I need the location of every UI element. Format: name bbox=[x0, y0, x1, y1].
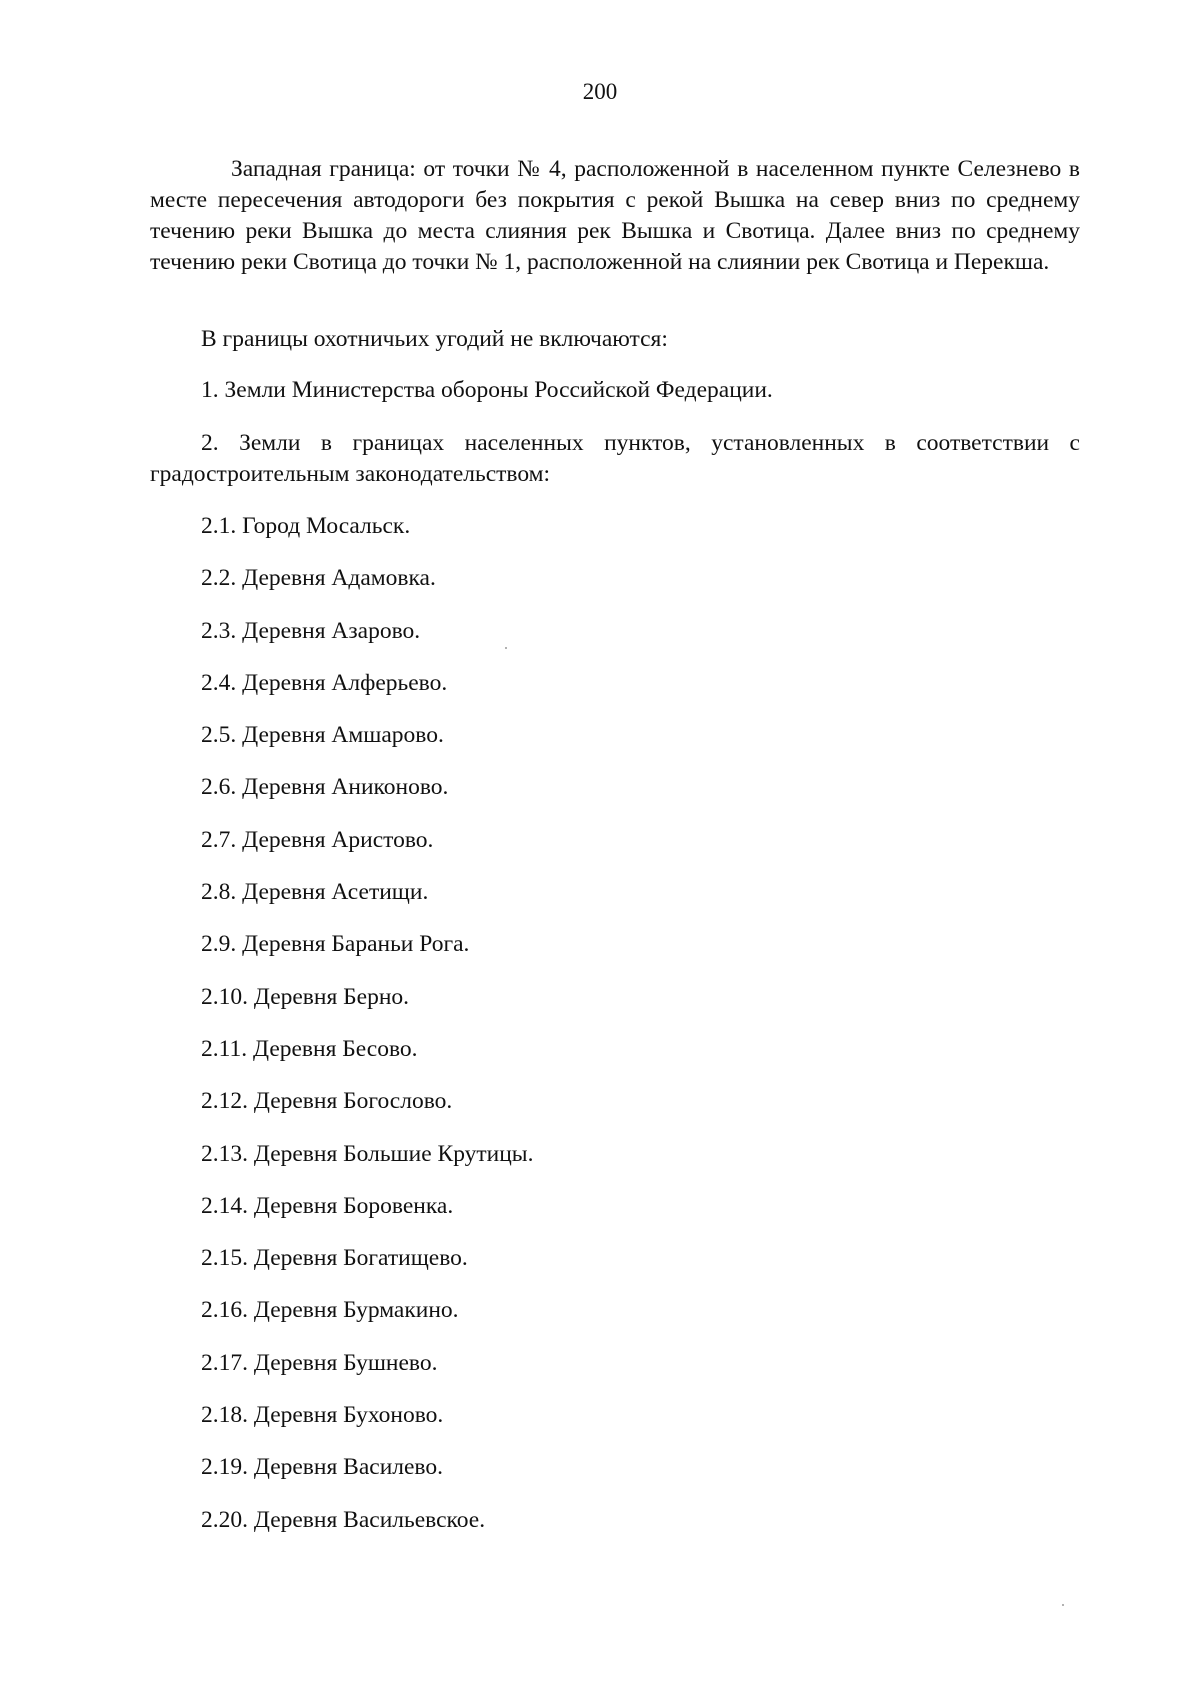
list-item: 2.19. Деревня Василево. bbox=[201, 1454, 443, 1481]
list-item: 2.18. Деревня Бухоново. bbox=[201, 1402, 444, 1429]
list-item: 2.2. Деревня Адамовка. bbox=[201, 565, 436, 592]
list-item: 2.8. Деревня Асетищи. bbox=[201, 879, 429, 906]
list-item: 2.20. Деревня Васильевское. bbox=[201, 1506, 486, 1533]
scan-speck bbox=[1062, 1604, 1064, 1606]
list-item: 2.13. Деревня Большие Крутицы. bbox=[201, 1140, 534, 1167]
list-item: 2.14. Деревня Боровенка. bbox=[201, 1192, 454, 1219]
exclusion-intro: В границы охотничьих угодий не включаются: bbox=[201, 326, 668, 352]
list-item: 2.1. Город Мосальск. bbox=[201, 513, 411, 539]
list-item: 2.3. Деревня Азарово. bbox=[201, 617, 421, 644]
list-item: 2.4. Деревня Алферьево. bbox=[201, 669, 448, 696]
exclusion-item-2: 2. Земли в границах населенных пунктов, установленных в соответствии с градостроительным законодательством: bbox=[150, 430, 1080, 487]
list-item: 2.12. Деревня Богослово. bbox=[201, 1088, 453, 1115]
list-item: 2.15. Деревня Богатищево. bbox=[201, 1245, 468, 1272]
list-item: 2.9. Деревня Бараньи Рога. bbox=[201, 931, 470, 958]
list-item: 2.6. Деревня Аниконово. bbox=[201, 774, 449, 801]
list-item: 2.11. Деревня Бесово. bbox=[201, 1035, 418, 1062]
exclusion-item-1: 1. Земли Министерства обороны Российской Федерации. bbox=[201, 377, 773, 403]
settlement-list bbox=[201, 511, 533, 1557]
list-item: 2.5. Деревня Амшарово. bbox=[201, 722, 444, 749]
page-number: 200 bbox=[582, 79, 618, 104]
list-item: 2.16. Деревня Бурмакино. bbox=[201, 1297, 459, 1324]
scan-speck bbox=[505, 647, 507, 649]
list-item: 2.10. Деревня Берно. bbox=[201, 983, 410, 1010]
list-item: 2.7. Деревня Аристово. bbox=[201, 826, 434, 853]
list-item: 2.17. Деревня Бушнево. bbox=[201, 1349, 438, 1376]
west-boundary-paragraph: Западная граница: от точки № 4, расположенной в населенном пункте Селезнево в месте пересечения автодороги без покрытия с рекой Вышка на север вниз по среднему течению реки Вышка до места слияния рек Вышка и Свотица. Далее вниз по среднему течению реки Свотица до точки № 1, расположенной на слиянии рек Свотица и Перекша. bbox=[150, 156, 1080, 275]
